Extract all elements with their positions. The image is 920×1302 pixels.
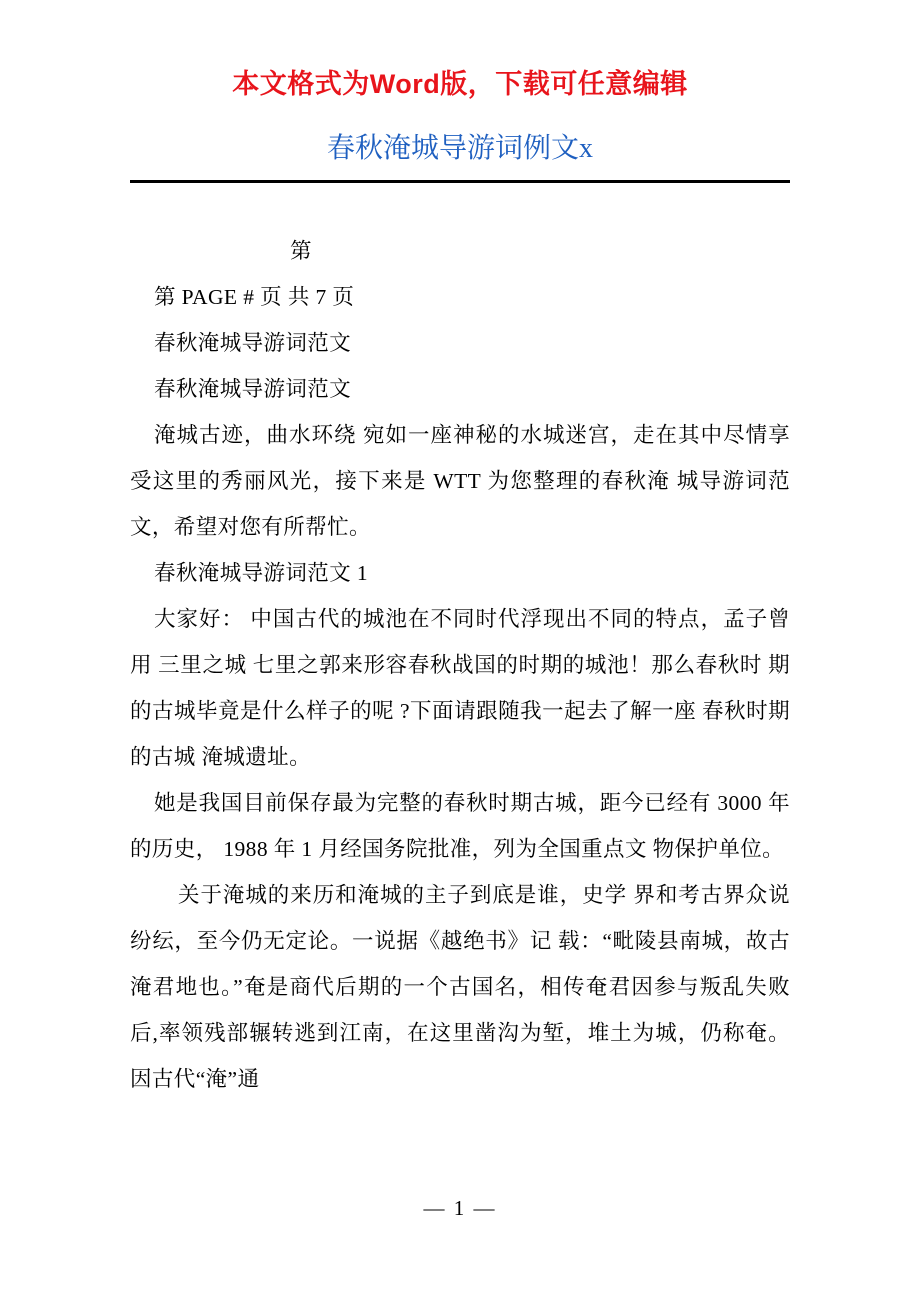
- paragraph: 大家好： 中国古代的城池在不同时代浮现出不同的特点，孟子曾用 三里之城 七里之郭来形容春秋战国的时期的城池！那么春秋时 期的古城毕竟是什么样子的呢 ?下面请跟随我一起去了解一座 春秋时期的古城 淹城遗址。: [130, 607, 790, 769]
- page-title-main: 春秋淹城导游词例文: [326, 133, 579, 164]
- paragraph: 春秋淹城导游词范文: [154, 331, 352, 355]
- word-format-banner: 本文格式为Word版，下载可任意编辑: [232, 69, 688, 99]
- page-title: [0, 126, 920, 166]
- paragraph: 淹城古迹，曲水环绕 宛如一座神秘的水城迷宫，走在其中尽情享受这里的秀丽风光，接下来是 WTT 为您整理的春秋淹 城导游词范文，希望对您有所帮忙。: [130, 423, 790, 539]
- title-divider: [130, 180, 790, 183]
- page-title-suffix: x: [579, 133, 593, 164]
- document-body: [130, 228, 790, 1102]
- paragraph: 春秋淹城导游词范文: [154, 377, 352, 401]
- paragraph: 第: [290, 239, 312, 263]
- paragraph: 关于淹城的来历和淹城的主子到底是谁，史学 界和考古界众说纷纭，至今仍无定论。一说据《越绝书》记 载：“毗陵县南城，故古淹君地也。”奄是商代后期的一个古国名，相传奄君因参与叛乱失败后,率领残部辗转逃到江南，在这里凿沟为堑，堆土为城，仍称奄。因古代“淹”通: [130, 883, 790, 1091]
- paragraph: 第 PAGE # 页 共 7 页: [154, 285, 355, 309]
- paragraph: 春秋淹城导游词范文 1: [154, 561, 369, 585]
- page-number: — 1 —: [423, 1196, 497, 1220]
- paragraph: 她是我国目前保存最为完整的春秋时期古城，距今已经有 3000 年的历史， 1988 年 1 月经国务院批准，列为全国重点文 物保护单位。: [130, 791, 790, 861]
